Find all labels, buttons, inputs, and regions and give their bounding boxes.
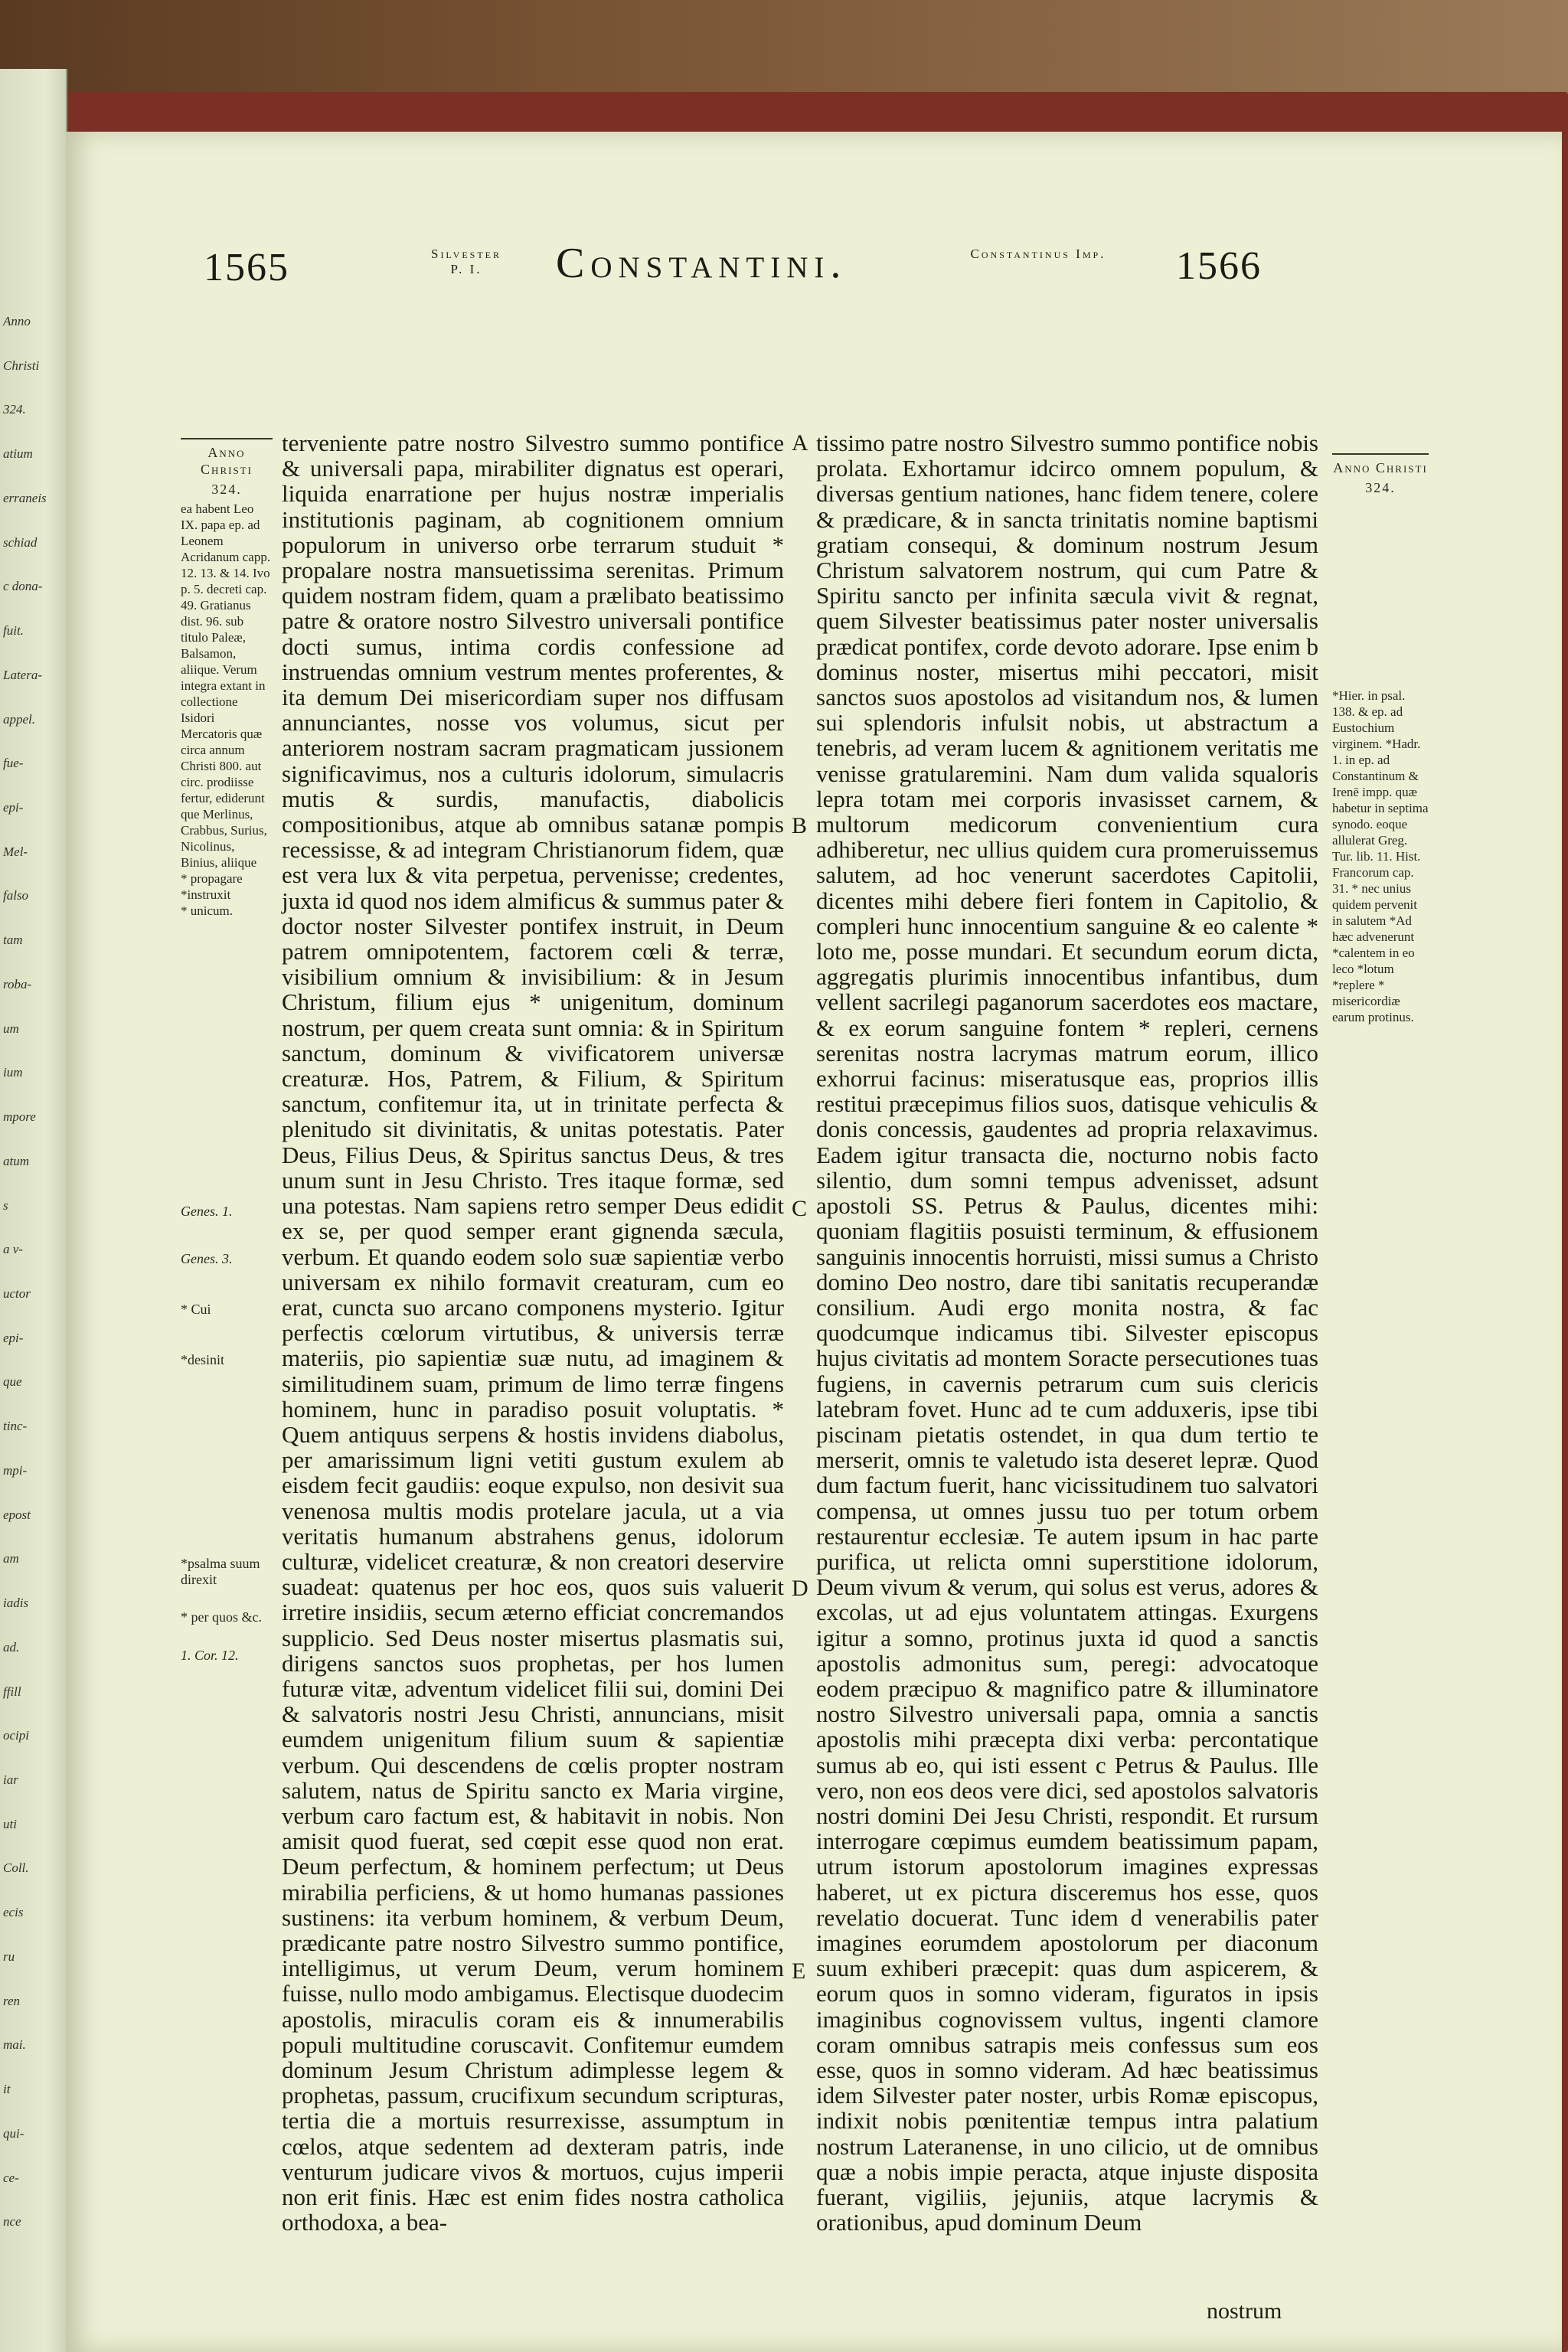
previous-page-fragment: mpore <box>3 1109 36 1125</box>
previous-page-fragment: que <box>3 1374 22 1390</box>
note-cui: * Cui <box>181 1302 211 1317</box>
previous-page-fragment: appel. <box>3 711 36 727</box>
note-psalma: *psalma suum direxit <box>181 1556 260 1587</box>
left-small-title: Silvester P. I. <box>430 247 501 276</box>
previous-page-fragment: a v- <box>3 1242 23 1257</box>
section-letter-c: C <box>792 1196 808 1221</box>
previous-page-fragment: fue- <box>3 756 24 771</box>
previous-page-fragment: falso <box>3 888 29 903</box>
previous-page-fragment: iar <box>3 1772 18 1787</box>
previous-page-fragment: Christi <box>3 358 40 373</box>
note-per-quos: * per quos &c. <box>181 1609 262 1625</box>
previous-page-fragment: uti <box>3 1816 17 1831</box>
previous-page-fragment: s <box>3 1197 8 1213</box>
right-page-number: 1566 <box>1176 244 1262 288</box>
anno-rule-left <box>181 438 273 439</box>
catchword: nostrum <box>1207 2298 1282 2324</box>
note-desinit: *desinit <box>181 1352 224 1367</box>
previous-page-fragment: tinc- <box>3 1419 28 1434</box>
previous-page-edge <box>0 69 67 2352</box>
previous-page-fragment: it <box>3 2082 11 2097</box>
previous-page-fragment: nce <box>3 2214 21 2230</box>
previous-page-fragment: am <box>3 1551 19 1566</box>
previous-page-fragment: tam <box>3 933 23 948</box>
previous-page-fragment: 324. <box>3 402 26 417</box>
section-letter-b: B <box>792 813 808 838</box>
previous-page-fragment: ffill <box>3 1684 21 1699</box>
right-column-text: tissimo patre nostro Silvestro summo pontifice nobis prolata. Exhortamur idcirco omnem populum, & diversas gentium nationes, hanc fidem tenere, colere & prædicare, & in sancta trinitatis nomine baptismi gratiam consequi, & dominum nostrum Jesum Christum salvatorem nostrum, qui cum Patre & Spiritu sancto per infinita sæcula vivit & regnat, quem Silvester beatissimus pater noster universalis prædicat pontifex, corde devoto adorare. Ipse enim b dominus noster, misertus mihi peccatori, misit sanctos suos apostolos ad visitandum nos, & lumen sui splendoris infulsit nobis, ut abstractum a tenebris, ad veram lucem & agnitionem veritatis me venisse gratularemini. Nam dum valida squaloris lepra totam mei corporis invasisset carnem, & multorum medicorum convenientium cura adhiberetur, nec ullius quidem cura promeruissemus salutem, ad hoc venerunt sacerdotes Capitolii, dicentes mihi debere fieri fontem in Capitolio, & compleri hunc innocentium sanguine & eo calente * loto me, posse mundari. Et secundum eorum dicta, aggregatis plurimis innocentibus infantibus, dum vellent sacrilegi paganorum sacerdotes eos mactare, & ex eorum sanguine fontem * repleri, cernens serenitas nostra lacrymas matrum eorum, illico exhorrui facinus: miseratusque eas, proprios illis restitui præcepimus filios suos, datisque vehiculis & donis concessis, gaudentes ad propria relaxavimus. Eadem igitur transacta die, nocturno nobis facto silentio, dum somni tempus advenisset, adsunt apostoli SS. Petrus & Paulus, dicentes mihi: quoniam flagitiis posuisti terminum, & effusionem sanguinis innocentis horruisti, missi sumus a Christo domino Deo nostro, dare tibi sanitatis recuperandæ consilium. Audi ergo monita nostra, & fac quodcumque indicamus tibi. Silvester episcopus hujus civitatis ad montem Soracte persecutiones tuas fugiens, in cavernis petrarum cum suis clericis latebram fovet. Hunc ad te cum adduxeris, ipse tibi piscinam pietatis ostendet, in qua dum tertio te merserit, omnis te valetudo ista deseret lepræ. Quod dum factum fuerit, hanc vicissitudinem tuo salvatori compensa, ut omnes jussu tuo per totum orbem restaurentur ecclesiæ. Te autem ipsum in hac parte purifica, ut relicta omni superstitione idolorum, Deum vivum & verum, qui solus est verus, adores & excolas, ut ad ejus voluntatem attingas. Exurgens igitur a somno, protinus juxta id quod a sanctis apostolis admonitus sum, peregi: advocatoque eodem præcipuo & magnifico patre & illuminatore nostro Silvestro universali papa, omnia a sanctis apostolis mihi præcepta dixi verba: percontatique sumus ab eo, qui isti essent c Petrus & Paulus. Ille vero, non eos deos vere dici, sed apostolos salvatoris nostri domini Dei Jesu Christi, respondit. Et rursum interrogare cœpimus eumdem beatissimum papam, utrum istorum apostolorum imagines expressas haberet, ut ex pictura disceremus hos esse, quos revelatio docuerat. Tunc idem d venerabilis pater imagines eorumdem apostolorum per diaconum suum exhiberi præcepit: quas dum aspicerem, & eorum quos in somno videram, figuratos in ipsis imaginibus cognovissem vultus, ingenti clamore coram omnibus satrapis meis confessus sum eos esse, quos in somno videram. Ad hæc beatissimus idem Silvester pater noster, urbis Romæ episcopus, indixit nobis pœnitentiæ tempus intra palatium nostrum Lateranense, in uno cilicio, ut de omnibus quæ a nobis impie peracta, atque injuste disposita fuerant, vigiliis, jejuniis, atque lacrymis & orationibus, apud dominum Deum <box>816 430 1318 2236</box>
previous-page-fragment: mai. <box>3 2037 26 2053</box>
ref-genesis-3: Genes. 3. <box>181 1251 233 1266</box>
note-propagare: * propagare <box>181 871 243 886</box>
previous-page-fragment: iadis <box>3 1596 29 1611</box>
section-letter-e: E <box>792 1958 806 1984</box>
previous-page-fragment: epi- <box>3 800 24 815</box>
previous-page-fragment: Coll. <box>3 1860 29 1876</box>
right-anno-label: Anno Christi <box>1333 460 1428 475</box>
previous-page-fragment: ad. <box>3 1639 20 1655</box>
left-margin-note: ea habent Leo IX. papa ep. ad Leonem Acridanum capp. 12. 13. & 14. Ivo p. 5. decreti cap. 49. Gratianus dist. 96. sub titulo Paleæ, Balsamon, aliique. Verum integra extant in collectione Isidori Mercatoris quæ circa annum Christi 800. aut circ. prodiisse fertur, ediderunt que Merlinus, Crabbus, Surius, Nicolinus, Binius, aliique <box>181 501 271 870</box>
previous-page-fragment: mpi- <box>3 1462 28 1478</box>
previous-page-fragment: ce- <box>3 2170 19 2185</box>
ref-genesis-1: Genes. 1. <box>181 1204 233 1219</box>
previous-page-fragment: Latera- <box>3 667 42 682</box>
running-title: Constantini. <box>556 240 848 287</box>
note-unicum: * unicum. <box>181 903 233 918</box>
right-text-column <box>816 430 1318 2235</box>
previous-page-fragment: roba- <box>3 976 32 991</box>
previous-page-fragment: ecis <box>3 1905 24 1920</box>
left-page-number: 1565 <box>204 246 289 289</box>
previous-page-fragment: c dona- <box>3 579 43 594</box>
ref-corinthians: 1. Cor. 12. <box>181 1648 239 1663</box>
book-page <box>66 132 1562 2352</box>
previous-page-fragment: Anno <box>3 314 31 328</box>
previous-page-fragment: qui- <box>3 2125 24 2141</box>
previous-page-fragment: ium <box>3 1065 23 1080</box>
previous-page-fragment: Mel- <box>3 844 28 859</box>
previous-page-fragment: um <box>3 1021 19 1036</box>
previous-page-fragment: epi- <box>3 1330 24 1345</box>
previous-page-fragment: schiad <box>3 534 38 550</box>
previous-page-fragment: uctor <box>3 1286 31 1301</box>
anno-rule-right <box>1332 453 1429 455</box>
note-instruxit: *instruxit <box>181 887 231 902</box>
left-anno-label: Anno Christi <box>201 445 253 477</box>
previous-page-fragment: epost <box>3 1507 31 1522</box>
section-letter-d: D <box>792 1576 808 1601</box>
left-column-text: terveniente patre nostro Silvestro summo pontifice & universali papa, mirabiliter dignatus est operari, liquida enarratione per hujus nostræ imperialis institutionis paginam, ab cognitionem omnium populorum in universo orbe terrarum studuit * propalare nostra mansuetissima serenitas. Primum quidem nostram fidem, quam a prælibato beatissimo patre & oratore nostro Silvestro universali pontifice docti sumus, intima cordis confessione ad instruendas omnium vestrum mentes proferentes, & ita demum Dei misericordiam super nos diffusam annunciantes, nosse vos volumus, sicut per anteriorem nostram sacram pragmaticam jussionem significavimus, nos a culturis idolorum, simulacris mutis & surdis, manufactis, diabolicis compositionibus, atque ab omnibus satanæ pompis recessisse, & ad integram Christianorum fidem, quæ est vera lux & vita perpetua, pervenisse; credentes, juxta id quod nos idem almificus & summus pater & doctor noster Silvester pontifex instruit, in Deum patrem omnipotentem, factorem cœli & terræ, visibilium omnium & invisibilium: & in Jesum Christum, filium ejus * unigenitum, dominum nostrum, per quem creata sunt omnia: & in Spiritum sanctum, dominum & vivificatorem universæ creaturæ. Hos, Patrem, & Filium, & Spiritum sanctum, confitemur ita, ut in trinitate perfecta & plenitudo sit divinitatis, & unitas potestatis. Pater Deus, Filius Deus, & Spiritus sanctus Deus, & tres unum sunt in Jesu Christo. Tres itaque formæ, sed una potestas. Nam sapiens retro semper Deus edidit ex se, per quod semper erant gignenda sæcula, verbum. Et quando eodem solo suæ sapientiæ verbo universam ex nihilo formavit creaturam, cum eo erat, cuncta suo arcano componens mysterio. Igitur perfectis cœlorum virtutibus, & universis terræ materiis, pio sapientiæ suæ nutu, ad imaginem & similitudinem suam, primum de limo terræ fingens hominem, hunc in paradiso posuit voluptatis. * Quem antiquus serpens & hostis invidens diabolus, per amarissimum ligni vetiti gustum exulem ab eisdem fecit gaudiis: eoque expulso, non desivit sua venenosa multis modis protelare jacula, ut a via veritatis humanum abstrahens genus, idolorum culturæ, videlicet creaturæ, & non creatori deservire suadeat: quatenus per hoc eos, quos suis valuerit irretire insidiis, secum æterno efficiat concremandos supplicio. Sed Deus noster misertus plasmatis sui, dirigens sanctos suos prophetas, per hos lumen futuræ vitæ, adventum videlicet filii sui, domini Dei & salvatoris nostri Jesu Christi, annuncians, misit eumdem unigenitum filium suum & sapientiæ verbum. Qui descendens de cœlis propter nostram salutem, natus de Spiritu sancto ex Maria virgine, verbum caro factum est, & habitavit in nobis. Non amisit quod fuerat, sed cœpit esse quod non erat. Deum perfectum, & hominem perfectum; ut Deus mirabilia perficiens, & ut homo humanas passiones sustinens: ita verbum hominem, & verbum Deum, prædicante patre nostro Silvestro summo pontifice, intelligimus, ut verum Deum, verum hominem fuisse, nullo modo ambigamus. Electisque duodecim apostolis, miraculis coram eis & innumerabilis populi multitudine coruscavit. Confitemur eumdem dominum Jesum Christum adimplesse legem & prophetas, passum, crucifixum secundum scripturas, tertia die a mortuis resurrexisse, assumptum in cœlos, atque sedentem ad dexteram patris, inde venturum judicare vivos & mortuos, cujus imperii non erit finis. Hæc est enim fides nostra catholica orthodoxa, a bea- <box>282 430 784 2236</box>
right-margin-notes <box>1332 453 1429 1025</box>
left-margin-notes <box>181 438 273 919</box>
previous-page-fragment: atum <box>3 1153 29 1168</box>
previous-page-fragment: fuit. <box>3 623 24 639</box>
previous-page-fragment: atium <box>3 446 33 462</box>
left-text-column <box>282 430 784 2235</box>
previous-page-fragment: ren <box>3 1993 21 2008</box>
right-anno-year: 324. <box>1365 480 1396 495</box>
previous-page-fragment: ocipi <box>3 1728 29 1743</box>
right-small-title: Constantinus Imp. <box>970 247 1106 261</box>
right-margin-note: *Hier. in psal. 138. & ep. ad Eustochium virginem. *Hadr. 1. in ep. ad Constantinum & Irenē impp. quæ habetur in septima synodo. eoque allulerat Greg. Tur. lib. 11. Hist. Francorum cap. 31. * nec unius quidem pervenit in salutem *Ad hæc advenerunt *calentem in eo leco *lotum *replere * misericordiæ earum protinus. <box>1332 688 1429 1024</box>
section-letter-a: A <box>792 430 808 456</box>
left-anno-year: 324. <box>211 482 242 497</box>
previous-page-fragment: erraneis <box>3 490 47 505</box>
previous-page-fragment: ru <box>3 1949 15 1964</box>
